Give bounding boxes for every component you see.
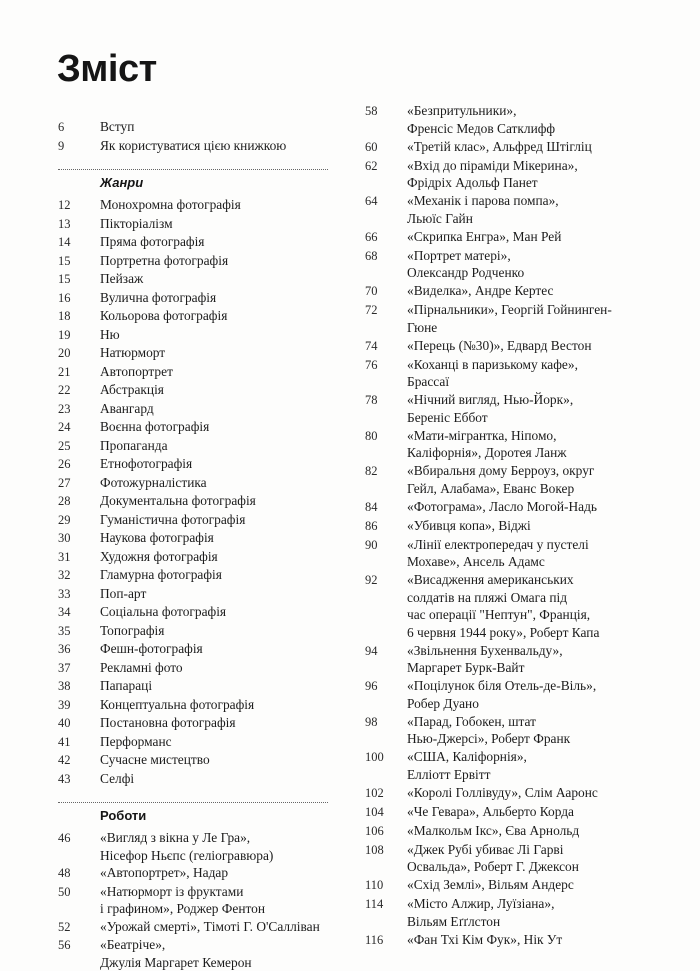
toc-entry	[365, 157, 645, 192]
entry-title: Пікторіалізм	[100, 215, 173, 231]
toc-entry	[58, 492, 328, 511]
entry-title: Папараці	[100, 678, 153, 693]
toc-entry	[58, 585, 328, 604]
page-number: 48	[58, 866, 71, 880]
toc-entry	[365, 102, 645, 137]
entry-title: «Коханці в паризькому кафе», Брассаї	[407, 356, 578, 389]
toc-entry	[58, 118, 328, 137]
entry-title: «Убивця копа», Віджі	[407, 517, 531, 533]
entry-title: Пропаганда	[100, 437, 168, 453]
page-number: 21	[58, 364, 71, 379]
toc-entry	[58, 455, 328, 474]
toc-entry	[365, 498, 645, 517]
page-number: 33	[58, 586, 71, 601]
entry-title: «Висадження американських солдатів на пляжі Омага під час операції "Нептун", Франція, 6 червня 1944 року», Роберт Капа	[407, 572, 600, 640]
page-number: 108	[365, 842, 384, 857]
page-number: 110	[365, 878, 384, 892]
toc-entry	[58, 677, 328, 696]
toc-entry	[58, 640, 328, 659]
entry-title: Натюрморт	[100, 345, 166, 360]
toc-entry	[58, 603, 328, 622]
entry-title: Документальна фотографія	[100, 493, 256, 508]
toc-entry	[58, 400, 328, 419]
toc-entry	[58, 733, 328, 752]
entry-title: «Звільнення Бухенвальду», Маргарет Бурк-Вайт	[407, 642, 563, 675]
entry-title: «Скрипка Енгра», Ман Рей	[407, 228, 562, 244]
toc-entry	[58, 418, 328, 437]
works-list-left	[58, 829, 328, 971]
page-number: 22	[58, 383, 71, 397]
section-divider	[58, 169, 328, 170]
page-number: 80	[365, 428, 378, 443]
page-number: 31	[58, 549, 71, 564]
toc-right-column	[365, 102, 645, 950]
page-number: 29	[58, 512, 71, 527]
toc-entry	[365, 228, 645, 247]
page-number: 23	[58, 401, 71, 416]
entry-title: Автопортрет	[100, 363, 173, 379]
toc-entry	[58, 289, 328, 308]
page-number: 27	[58, 475, 71, 490]
entry-title: Сучасне мистецтво	[100, 752, 210, 767]
entry-title: «Портрет матері», Олександр Родченко	[407, 247, 525, 280]
page-number: 116	[365, 932, 384, 947]
genres-section-label: Жанри	[100, 175, 144, 190]
entry-title: «США, Каліфорнія», Елліотт Ервітт	[407, 749, 527, 782]
toc-entry	[365, 192, 645, 227]
entry-title: Поп-арт	[100, 585, 147, 601]
page-number: 100	[365, 750, 384, 764]
toc-entry	[365, 841, 645, 876]
page-number: 52	[58, 919, 71, 934]
toc-entry	[58, 363, 328, 382]
section-divider	[58, 802, 328, 803]
toc-entry	[58, 936, 328, 971]
page-number: 106	[365, 823, 384, 838]
entry-title: «Виделка», Андре Кертес	[407, 283, 554, 298]
page-number: 56	[58, 938, 71, 952]
entry-title: Вступ	[100, 119, 135, 134]
entry-title: «Поцілунок біля Отель-де-Віль», Робер Дуано	[407, 678, 597, 711]
entry-title: Соціальна фотографія	[100, 604, 227, 619]
toc-entry	[365, 462, 645, 497]
entry-title: «Механік і парова помпа», Льюїс Гайн	[407, 193, 559, 226]
entry-title: Пряма фотографія	[100, 234, 205, 249]
toc-entry	[365, 822, 645, 841]
entry-title: «Автопортрет», Надар	[100, 865, 229, 880]
page-number: 20	[58, 346, 71, 360]
entry-title: «Третій клас», Альфред Штігліц	[407, 138, 592, 154]
page-number: 76	[365, 357, 378, 372]
page-number: 114	[365, 897, 384, 911]
page-number: 62	[365, 158, 378, 173]
entry-title: Фешн-фотографія	[100, 641, 203, 656]
page-number: 42	[58, 753, 71, 767]
page-number: 58	[365, 104, 378, 118]
entry-title: «Натюрморт із фруктами і графином», Роджер Фентон	[100, 883, 266, 916]
page-number: 19	[58, 327, 71, 342]
page-title: Зміст	[57, 48, 157, 90]
toc-entry	[58, 474, 328, 493]
page-number: 16	[58, 290, 71, 305]
entry-title: Вулична фотографія	[100, 289, 217, 305]
page-number: 36	[58, 642, 71, 656]
toc-entry	[58, 344, 328, 363]
toc-entry	[58, 511, 328, 530]
entry-title: «Безпритульники», Френсіс Медов Сатклифф	[407, 103, 556, 136]
toc-entry	[365, 713, 645, 748]
toc-entry	[365, 895, 645, 930]
page-number: 15	[58, 253, 71, 268]
toc-entry	[365, 677, 645, 712]
entry-title: Наукова фотографія	[100, 530, 214, 545]
toc-entry	[58, 326, 328, 345]
toc-entry	[58, 883, 328, 918]
entry-title: «Королі Голлівуду», Слім Ааронс	[407, 784, 598, 800]
page-number: 28	[58, 494, 71, 508]
toc-entry	[58, 714, 328, 733]
entry-title: Авангард	[100, 400, 154, 416]
toc-entry	[58, 751, 328, 770]
toc-entry	[365, 282, 645, 301]
intro-list	[58, 118, 328, 155]
entry-title: Воєнна фотографія	[100, 419, 210, 434]
toc-entry	[58, 696, 328, 715]
entry-title: «Пірнальники», Георгій Гойнинген- Гюне	[407, 302, 612, 335]
entry-title: Монохромна фотографія	[100, 197, 241, 212]
toc-entry	[58, 137, 328, 156]
toc-entry	[58, 437, 328, 456]
page-number: 104	[365, 804, 384, 819]
page-number: 66	[365, 229, 378, 244]
page-number: 9	[58, 138, 65, 153]
toc-entry	[58, 829, 328, 864]
page-number: 39	[58, 697, 71, 712]
page-number: 86	[365, 518, 378, 533]
entry-title: «Нічний вигляд, Нью-Йорк», Береніс Еббот	[407, 392, 574, 425]
toc-entry	[58, 566, 328, 585]
entry-title: Кольорова фотографія	[100, 308, 228, 323]
entry-title: Фотожурналістика	[100, 474, 207, 490]
page-number: 15	[58, 272, 71, 286]
toc-entry	[365, 748, 645, 783]
entry-title: «Малкольм Ікс», Єва Арнольд	[407, 822, 580, 838]
toc-entry	[58, 622, 328, 641]
entry-title: Як користуватися цією книжкою	[100, 137, 287, 153]
page-number: 50	[58, 884, 71, 899]
entry-title: Постановна фотографія	[100, 715, 236, 730]
page-number: 12	[58, 198, 71, 212]
page-number: 74	[365, 338, 378, 353]
works-section-header	[58, 802, 328, 823]
genres-list	[58, 196, 328, 788]
works-section-label: Роботи	[100, 808, 147, 823]
toc-entry	[58, 233, 328, 252]
toc-entry	[58, 307, 328, 326]
entry-title: «Фан Тхі Кім Фук», Нік Ут	[407, 931, 563, 947]
page-number: 43	[58, 771, 71, 786]
toc-entry	[365, 536, 645, 571]
entry-title: Портретна фотографія	[100, 252, 229, 268]
page-number: 38	[58, 679, 71, 693]
page-number: 68	[365, 248, 378, 263]
page-number: 18	[58, 309, 71, 323]
entry-title: Рекламні фото	[100, 659, 183, 675]
toc-entry	[58, 381, 328, 400]
page-number: 30	[58, 531, 71, 545]
page-number: 72	[365, 303, 378, 317]
entry-title: «Вигляд з вікна у Ле Гра», Нісефор Ньєпс (геліогравюра)	[100, 830, 274, 863]
page-number: 70	[365, 284, 378, 298]
toc-entry	[58, 770, 328, 789]
page-number: 14	[58, 235, 71, 249]
entry-title: Абстракція	[100, 382, 164, 397]
page-number: 41	[58, 734, 71, 749]
entry-title: «Парад, Гобокен, штат Нью-Джерсі», Роберт Франк	[407, 713, 571, 746]
toc-entry	[365, 427, 645, 462]
works-list-right	[365, 102, 645, 949]
page-number: 40	[58, 716, 71, 730]
toc-entry	[365, 301, 645, 336]
page-number: 96	[365, 679, 378, 693]
entry-title: Ню	[100, 326, 120, 342]
page-number: 34	[58, 605, 71, 619]
page-number: 25	[58, 438, 71, 453]
page-number: 60	[365, 139, 378, 154]
page-number: 13	[58, 216, 71, 231]
toc-entry	[365, 356, 645, 391]
toc-entry	[365, 931, 645, 950]
page-number: 82	[365, 464, 378, 478]
page-number: 26	[58, 457, 71, 471]
entry-title: Концептуальна фотографія	[100, 696, 255, 712]
entry-title: «Лінії електропередач у пустелі Мохаве», Ансель Адамс	[407, 536, 589, 569]
entry-title: Гуманістична фотографія	[100, 511, 246, 527]
toc-entry	[365, 517, 645, 536]
toc-entry	[58, 864, 328, 883]
entry-title: «Урожай смерті», Тімоті Г. О'Салліван	[100, 918, 320, 934]
toc-entry	[58, 918, 328, 937]
entry-title: Художня фотографія	[100, 548, 218, 564]
page-number: 92	[365, 573, 378, 587]
toc-entry	[58, 548, 328, 567]
genres-section-header	[58, 169, 328, 190]
page-number: 32	[58, 568, 71, 582]
entry-title: «Вхід до піраміди Мікерина», Фрідріх Адольф Панет	[407, 157, 578, 190]
toc-entry	[365, 876, 645, 895]
toc-entry	[365, 391, 645, 426]
entry-title: «Фотограма», Ласло Могой-Надь	[407, 498, 597, 514]
toc-entry	[365, 138, 645, 157]
page-number: 90	[365, 537, 378, 552]
toc-entry	[58, 215, 328, 234]
toc-entry	[365, 571, 645, 641]
entry-title: Етнофотографія	[100, 456, 193, 471]
entry-title: Пейзаж	[100, 271, 144, 286]
entry-title: Селфі	[100, 770, 135, 786]
page-number: 84	[365, 499, 378, 514]
entry-title: «Місто Алжир, Луїзіана», Вільям Еґґлстон	[407, 896, 555, 929]
toc-entry	[365, 642, 645, 677]
toc-entry	[365, 247, 645, 282]
toc-entry	[365, 803, 645, 822]
entry-title: «Перець (№30)», Едвард Вестон	[407, 337, 592, 353]
entry-title: «Схід Землі», Вільям Андерс	[407, 877, 574, 892]
page-number: 24	[58, 420, 71, 434]
entry-title: Гламурна фотографія	[100, 567, 222, 582]
toc-entry	[58, 659, 328, 678]
toc-entry	[365, 784, 645, 803]
entry-title: «Беатріче», Джулія Маргарет Кемерон	[100, 937, 252, 970]
page-number: 94	[365, 643, 378, 658]
entry-title: «Вбиральня дому Берроуз, округ Гейл, Алабама», Еванс Вокер	[407, 463, 595, 496]
entry-title: «Джек Рубі убиває Лі Гарві Освальда», Роберт Г. Джексон	[407, 841, 579, 874]
toc-entry	[58, 270, 328, 289]
page-number: 78	[365, 393, 378, 407]
page-number: 46	[58, 831, 71, 845]
page-number: 98	[365, 714, 378, 729]
page-number: 64	[365, 194, 378, 208]
entry-title: Топографія	[100, 622, 165, 638]
toc-entry	[58, 196, 328, 215]
page-number: 102	[365, 785, 384, 800]
page-number: 37	[58, 660, 71, 675]
entry-title: «Мати-мігрантка, Ніпомо, Каліфорнія», Доротея Ланж	[407, 427, 567, 460]
toc-entry	[365, 337, 645, 356]
page-number: 6	[58, 120, 65, 134]
entry-title: «Че Гевара», Альберто Корда	[407, 803, 574, 819]
toc-entry	[58, 252, 328, 271]
page-number: 35	[58, 623, 71, 638]
entry-title: Перформанс	[100, 733, 172, 749]
toc-entry	[58, 529, 328, 548]
toc-left-column	[58, 118, 328, 971]
